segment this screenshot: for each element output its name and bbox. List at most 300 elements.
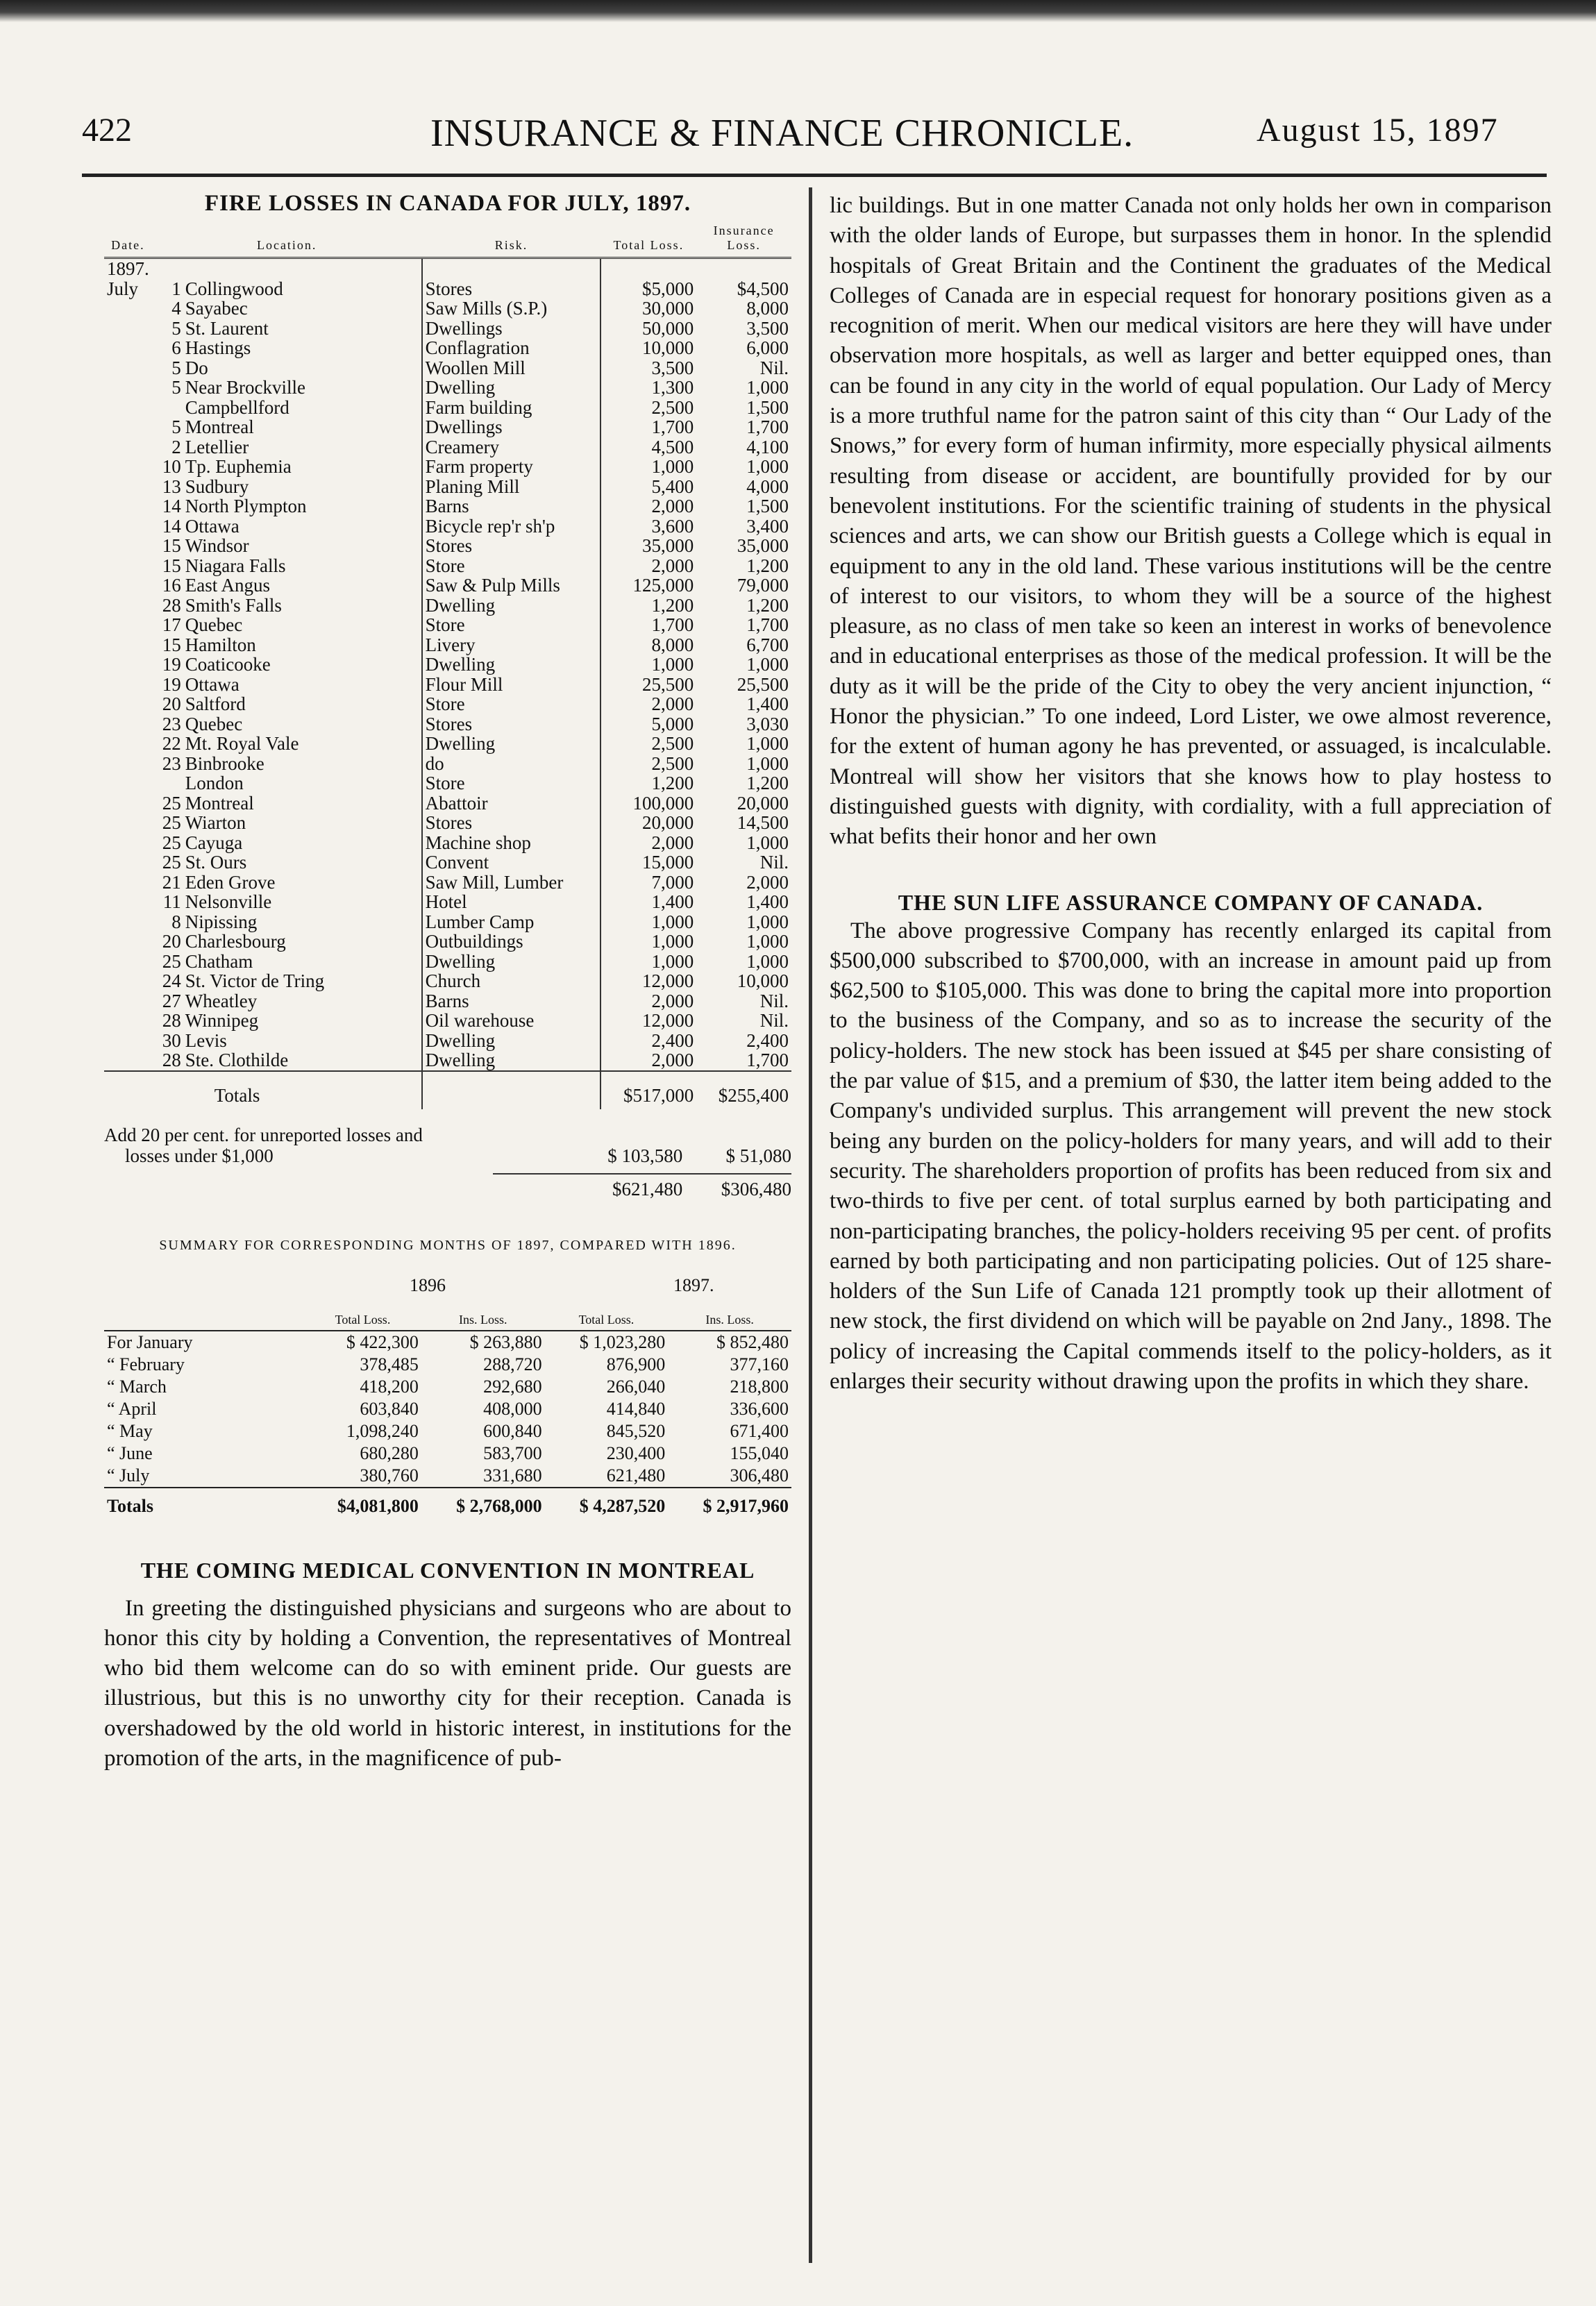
row-risk: Stores: [422, 279, 601, 299]
summary-cell-c: 230,400: [606, 1442, 666, 1463]
row-month: [104, 971, 152, 991]
row-location-text: Nipissing: [185, 911, 258, 932]
row-insurance-loss: 1,700: [746, 614, 789, 636]
fire-loss-row: [104, 279, 791, 299]
fire-loss-row: [104, 575, 791, 596]
row-total-loss: 25,500: [641, 673, 694, 695]
row-risk: Abattoir: [422, 793, 601, 814]
row-location-text: Wheatley: [185, 990, 258, 1011]
row-month: [104, 477, 152, 497]
fire-loss-row: [104, 457, 791, 477]
summary-row: [104, 1354, 791, 1376]
col-1897-total: Total Loss.: [545, 1310, 669, 1331]
row-month: [104, 932, 152, 952]
fire-losses-body: [104, 258, 791, 1071]
row-location-text: Chatham: [185, 950, 253, 972]
row-total-loss: 1,700: [651, 614, 694, 636]
row-location: [152, 714, 422, 734]
row-total-loss: 2,000: [651, 832, 694, 853]
row-day: 25: [162, 950, 181, 972]
row-day: 25: [162, 852, 181, 873]
row-location-text: Sudbury: [185, 475, 249, 497]
row-risk: Dwelling: [422, 1050, 601, 1071]
summary-cell-c: 876,900: [606, 1354, 666, 1374]
row-day: 15: [162, 555, 181, 576]
row-month: [104, 734, 152, 754]
row-day: 5: [171, 357, 181, 378]
fire-loss-row: [104, 536, 791, 556]
row-location: [152, 596, 422, 616]
row-location-text: Hamilton: [185, 634, 256, 655]
row-location-text: Levis: [185, 1029, 227, 1051]
row-insurance-loss: 2,000: [746, 871, 789, 893]
row-location-text: Charlesbourg: [185, 931, 286, 952]
column-divider: [809, 187, 812, 2263]
row-day: 5: [171, 377, 181, 398]
sun-life-text: The above progressive Company has recently enlarged its capital from $500,000 subscribed to $700,000, with an increase in amount paid up from $62,500 to $105,000. This was done to bring the capital more into proportion to the business of the Company, and so as to increase the security of the policy-holders. The new stock has been issued at $45 per share consisting of the par value of $15, and a premium of $30, the latter item being added to the Company's undivided surplus. This arrangement will prevent the new stock being any burden on the policy-holders for many years, and will add to their security. The shareholders proportion of profits has been reduced from six and two-thirds to five per cent. of total surplus earned by both participating and non-participating branches, the policy-holders receiving 95 per cent. of profits earned by both participating and non participating policies. Out of 125 share-holders of the Sun Life of Canada 121 promptly took up their allotment of new stock, the first dividend on which will be payable on 2nd Jany., 1898. The policy of increasing the Capital commends itself to the policy-holders, as it enlarges their security without drawing upon the profits in which they share.: [830, 918, 1552, 1394]
row-insurance-loss: 4,000: [746, 475, 789, 497]
row-total-loss: 2,000: [651, 1050, 694, 1071]
row-location: [152, 298, 422, 319]
row-total-loss: 2,000: [651, 555, 694, 576]
sun-life-heading: THE SUN LIFE ASSURANCE COMPANY OF CANADA.: [898, 889, 1484, 915]
summary-row: [104, 1465, 791, 1488]
add-values: [578, 1145, 791, 1166]
row-day: 20: [162, 693, 181, 715]
summary-body: [104, 1331, 791, 1488]
row-insurance-loss: 3,500: [746, 317, 789, 339]
row-location: [152, 655, 422, 675]
row-day: 5: [171, 416, 181, 438]
year-1896: 1896: [410, 1274, 446, 1295]
row-month: [104, 813, 152, 833]
row-location-text: Ste. Clothilde: [185, 1050, 289, 1071]
row-total-loss: 7,000: [651, 871, 694, 893]
row-location: [152, 873, 422, 893]
grand-total: $621,480: [612, 1178, 683, 1200]
fire-loss-row: [104, 991, 791, 1011]
row-insurance-loss: 1,000: [746, 832, 789, 853]
row-risk: Oil warehouse: [422, 1011, 601, 1031]
summary-cell-a: 380,760: [360, 1465, 419, 1486]
row-location: [152, 833, 422, 853]
row-month: [104, 398, 152, 418]
row-risk: Stores: [422, 714, 601, 734]
row-month: [104, 635, 152, 655]
row-insurance-loss: 1,000: [746, 733, 789, 755]
row-location: [152, 615, 422, 635]
row-location: [152, 971, 422, 991]
summary-years: [104, 1275, 791, 1300]
summary-row: [104, 1398, 791, 1420]
row-total-loss: 1,700: [651, 416, 694, 438]
year-row: [104, 258, 791, 279]
add-line-1: Add 20 per cent. for unreported losses and: [104, 1124, 423, 1145]
fire-loss-row: [104, 358, 791, 378]
row-location-text: Collingwood: [185, 278, 283, 299]
fire-loss-row: [104, 1050, 791, 1071]
row-location: [152, 279, 422, 299]
row-month: [104, 714, 152, 734]
fire-loss-row: [104, 912, 791, 932]
row-month: [104, 1031, 152, 1051]
row-day: 21: [162, 871, 181, 893]
row-month: [104, 516, 152, 537]
spacer: [104, 1071, 152, 1109]
add-line-2: losses under $1,000: [125, 1145, 274, 1166]
row-total-loss: 12,000: [641, 1010, 694, 1032]
row-location: [152, 496, 422, 516]
col-1897-ins: Ins. Loss.: [668, 1310, 791, 1331]
row-location-text: Quebec: [185, 713, 243, 734]
fire-loss-row: [104, 971, 791, 991]
row-month: [104, 437, 152, 457]
fire-loss-row: [104, 635, 791, 655]
fire-loss-row: [104, 298, 791, 319]
summary-cell-d: 306,480: [730, 1465, 789, 1486]
row-risk: Church: [422, 971, 601, 991]
add-line-2-row: [104, 1145, 791, 1166]
summary-cell-b: 408,000: [483, 1398, 542, 1419]
fire-loss-row: [104, 378, 791, 398]
medical-convention-text-cont: lic buildings. But in one matter Canada not only holds her own in comparison with the older lands of Europe, but surpasses them in honor. In the splendid hospitals of Great Britain and the Continent the graduates of the Medical Colleges of Canada are in especial request for honorary positions given as a recognition of merit. When our medical visitors are here they will have under observation more hospitals, as well as larger and better equipped ones, than can be found in any city in the world of equal population. Our Lady of Mercy is a more truthful name for the patron saint of this city than “ Our Lady of the Snows,” for every form of human infirmity, more especially physical ailments resulting from disease or accident, are bountifully provided for by our benevolent institutions. For the scientific training of students in the physical sciences and arts, we can show our British guests a College which is equal in equipment to any in the old land. These various institutions will be the centre of interest to our visitors, to whom they will be a source of the highest pleasure, as no class of men take so keen an interest in works of benevolence and in educational enterprises as those of the medical profession. It will be the duty as it will be the pride of the City to obey the very ancient injunction, “ Honor the physician.” To one indeed, Lord Lister, we owe almost reverence, for the extent of human agony he has prevented, or assuaged, is incalculable. Montreal will show her visitors that she knows how to play hostess to distinguished guests with dignity, with cordiality, with a full appreciation of what befits their honor and her own: [830, 193, 1552, 850]
row-day: 11: [162, 891, 181, 913]
row-month: [104, 556, 152, 576]
row-location: [152, 319, 422, 339]
row-location-text: Tp. Euphemia: [185, 456, 292, 478]
row-risk: Farm building: [422, 398, 601, 418]
summary-cell-month: For January: [107, 1331, 193, 1352]
spacer: [422, 1071, 601, 1109]
row-insurance-loss: 10,000: [737, 970, 789, 992]
row-total-loss: 5,000: [651, 713, 694, 734]
row-month: [104, 496, 152, 516]
row-location-text: Ottawa: [185, 515, 240, 537]
row-risk: Woollen Mill: [422, 358, 601, 378]
row-insurance-loss: 1,000: [746, 654, 789, 675]
row-day: 15: [162, 535, 181, 557]
row-insurance-loss: 1,000: [746, 950, 789, 972]
row-insurance-loss: 1,000: [746, 931, 789, 952]
row-day: 14: [162, 496, 181, 517]
row-risk: Machine shop: [422, 833, 601, 853]
summary-cell-d: 377,160: [730, 1354, 789, 1374]
row-location-text: Campbellford: [185, 396, 289, 418]
row-day: 30: [162, 1029, 181, 1051]
row-location: [152, 417, 422, 437]
row-insurance-loss: 1,000: [746, 456, 789, 478]
row-location-text: Coaticooke: [185, 654, 271, 675]
row-day: 25: [162, 812, 181, 834]
row-day: 14: [162, 515, 181, 537]
row-total-loss: 1,000: [651, 950, 694, 972]
row-risk: Farm property: [422, 457, 601, 477]
summary-total-d: $ 2,917,960: [668, 1488, 791, 1517]
row-day: 28: [162, 594, 181, 616]
row-insurance-loss: 1,200: [746, 555, 789, 576]
row-day: 6: [171, 337, 181, 359]
row-day: 27: [162, 990, 181, 1011]
row-location: [152, 477, 422, 497]
fire-loss-row: [104, 852, 791, 873]
row-month: [104, 319, 152, 339]
row-day: 16: [162, 575, 181, 596]
summary-cell-month: “ March: [107, 1376, 167, 1397]
unreported-losses-note: [104, 1125, 791, 1166]
row-month: [104, 852, 152, 873]
row-day: 13: [162, 475, 181, 497]
row-insurance-loss: Nil.: [759, 357, 789, 378]
row-location: [152, 892, 422, 912]
row-insurance-loss: 1,000: [746, 377, 789, 398]
summary-cell-a: $ 422,300: [346, 1331, 419, 1352]
summary-row: [104, 1331, 791, 1354]
col-risk: Risk.: [422, 222, 601, 258]
row-risk: Store: [422, 694, 601, 714]
row-risk: Dwelling: [422, 734, 601, 754]
row-total-loss: 2,500: [651, 733, 694, 755]
row-risk: Saw Mills (S.P.): [422, 298, 601, 319]
summary-cell-c: 266,040: [606, 1376, 666, 1397]
row-total-loss: 8,000: [651, 634, 694, 655]
fire-loss-row: [104, 615, 791, 635]
row-location-text: Eden Grove: [185, 871, 276, 893]
row-insurance-loss: 79,000: [737, 575, 789, 596]
row-location-text: Cayuga: [185, 832, 243, 853]
fire-loss-row: [104, 714, 791, 734]
row-risk: Hotel: [422, 892, 601, 912]
row-location: [152, 338, 422, 358]
row-insurance-loss: 3,030: [746, 713, 789, 734]
summary-cell-month: “ February: [107, 1354, 185, 1374]
summary-cell-month: “ June: [107, 1442, 153, 1463]
row-total-loss: 5,400: [651, 475, 694, 497]
row-month: [104, 596, 152, 616]
row-location-text: St. Ours: [185, 852, 247, 873]
row-risk: Planing Mill: [422, 477, 601, 497]
row-day: 5: [171, 317, 181, 339]
totals-label: Totals: [152, 1071, 422, 1109]
row-month: [104, 1011, 152, 1031]
row-insurance-loss: 20,000: [737, 792, 789, 814]
summary-cell-d: 336,600: [730, 1398, 789, 1419]
fire-loss-row: [104, 754, 791, 774]
row-month: [104, 754, 152, 774]
row-risk: Store: [422, 556, 601, 576]
row-location-text: London: [185, 773, 244, 794]
row-insurance-loss: 1,400: [746, 891, 789, 913]
row-month: [104, 773, 152, 793]
row-day: 22: [162, 733, 181, 755]
row-total-loss: 35,000: [641, 535, 694, 557]
row-risk: Outbuildings: [422, 932, 601, 952]
summary-cell-b: 583,700: [483, 1442, 542, 1463]
row-total-loss: 1,000: [651, 931, 694, 952]
totals-total-loss: $517,000: [600, 1071, 696, 1109]
row-month: [104, 358, 152, 378]
row-risk: Dwelling: [422, 655, 601, 675]
row-total-loss: 2,500: [651, 752, 694, 774]
summary-cell-b: 288,720: [483, 1354, 542, 1374]
row-location-text: North Plympton: [185, 496, 307, 517]
summary-heading: SUMMARY FOR CORRESPONDING MONTHS OF 1897, COMPARED WITH 1896.: [159, 1237, 737, 1253]
row-location-text: Saltford: [185, 693, 246, 715]
row-total-loss: 1,000: [651, 654, 694, 675]
summary-cell-d: 155,040: [730, 1442, 789, 1463]
spacer: [152, 258, 422, 279]
row-location: [152, 635, 422, 655]
grand-insurance: $306,480: [721, 1178, 791, 1200]
page-number: 422: [82, 112, 132, 149]
row-risk: Stores: [422, 536, 601, 556]
medical-convention-text-start: In greeting the distinguished physicians and surgeons who are about to honor this city by holding a Convention, the representatives of Montreal who bid them welcome can do so with eminent pride. Our guests are illustrious, but this is no unworthy city for their reception. Canada is overshadowed by the old world in historic interest, in institutions for the promotion of the arts, in the magnificence of pub-: [104, 1595, 791, 1771]
row-total-loss: 1,400: [651, 891, 694, 913]
row-total-loss: $5,000: [641, 278, 694, 299]
row-day: 2: [171, 436, 181, 457]
spacer: [104, 1310, 304, 1331]
fire-loss-row: [104, 675, 791, 695]
row-location: [152, 575, 422, 596]
fire-loss-row: [104, 319, 791, 339]
row-insurance-loss: 1,200: [746, 594, 789, 616]
issue-date: August 15, 1897: [1257, 112, 1499, 149]
col-1896-total: Total Loss.: [304, 1310, 421, 1331]
summary-table: [104, 1310, 791, 1517]
summary-cell-d: $ 852,480: [716, 1331, 789, 1352]
row-month: [104, 536, 152, 556]
row-month: [104, 1050, 152, 1071]
summary-row: [104, 1376, 791, 1398]
summary-cell-c: $ 1,023,280: [579, 1331, 666, 1352]
summary-cell-a: 603,840: [360, 1398, 419, 1419]
fire-loss-row: [104, 338, 791, 358]
fire-loss-row: [104, 556, 791, 576]
row-day: 20: [162, 931, 181, 952]
row-month: [104, 694, 152, 714]
row-insurance-loss: 6,000: [746, 337, 789, 359]
row-total-loss: 1,200: [651, 773, 694, 794]
left-column: [104, 191, 791, 1774]
spacer: [422, 258, 601, 279]
row-location: [152, 991, 422, 1011]
row-risk: Dwelling: [422, 952, 601, 972]
row-month: [104, 279, 152, 299]
summary-header-row: [104, 1310, 791, 1331]
row-insurance-loss: Nil.: [759, 852, 789, 873]
row-day: 25: [162, 792, 181, 814]
fire-loss-row: [104, 477, 791, 497]
row-day: 28: [162, 1010, 181, 1032]
summary-cell-b: $ 263,880: [469, 1331, 542, 1352]
row-total-loss: 2,400: [651, 1029, 694, 1051]
fire-loss-row: [104, 813, 791, 833]
row-day: 19: [162, 654, 181, 675]
row-insurance-loss: 3,400: [746, 515, 789, 537]
row-total-loss: 1,300: [651, 377, 694, 398]
row-location: [152, 734, 422, 754]
col-total-loss: Total Loss.: [600, 222, 696, 258]
row-location: [152, 852, 422, 873]
year-1897: 1897.: [673, 1274, 714, 1295]
row-location-text: Near Brockville: [185, 377, 305, 398]
row-location: [152, 457, 422, 477]
row-insurance-loss: 35,000: [737, 535, 789, 557]
row-month: [104, 338, 152, 358]
fire-loss-row: [104, 417, 791, 437]
summary-cell-c: 621,480: [606, 1465, 666, 1486]
row-location-text: Montreal: [185, 792, 254, 814]
header-rule: [82, 174, 1547, 177]
row-insurance-loss: Nil.: [759, 990, 789, 1011]
row-total-loss: 125,000: [632, 575, 694, 596]
totals-insurance-loss: $255,400: [696, 1071, 791, 1109]
row-risk: Store: [422, 615, 601, 635]
summary-cell-a: 1,098,240: [346, 1420, 419, 1441]
row-risk: Lumber Camp: [422, 912, 601, 932]
row-day: 8: [171, 911, 181, 932]
summary-cell-b: 331,680: [483, 1465, 542, 1486]
row-risk: Barns: [422, 496, 601, 516]
row-insurance-loss: 6,700: [746, 634, 789, 655]
summary-total-b: $ 2,768,000: [421, 1488, 545, 1517]
row-total-loss: 1,000: [651, 911, 694, 932]
summary-cell-a: 418,200: [360, 1376, 419, 1397]
right-column: [830, 191, 1552, 1397]
row-total-loss: 100,000: [632, 792, 694, 814]
row-risk: Saw Mill, Lumber: [422, 873, 601, 893]
summary-cell-month: “ July: [107, 1465, 150, 1486]
row-location: [152, 1011, 422, 1031]
row-location: [152, 773, 422, 793]
row-location-text: Montreal: [185, 416, 254, 438]
row-day: 23: [162, 713, 181, 734]
spacer: [600, 258, 696, 279]
row-risk: Barns: [422, 991, 601, 1011]
row-insurance-loss: $4,500: [737, 278, 789, 299]
fire-loss-row: [104, 932, 791, 952]
fire-losses-header-row: [104, 222, 791, 258]
row-insurance-loss: 2,400: [746, 1029, 789, 1051]
row-risk: Creamery: [422, 437, 601, 457]
row-location: [152, 1031, 422, 1051]
row-risk: Livery: [422, 635, 601, 655]
row-day: 23: [162, 752, 181, 774]
spacer: [696, 258, 791, 279]
row-insurance-loss: 25,500: [737, 673, 789, 695]
add-insurance: $ 51,080: [725, 1145, 791, 1166]
row-month: [104, 298, 152, 319]
summary-cell-d: 218,800: [730, 1376, 789, 1397]
month-label: July: [107, 278, 139, 299]
col-insurance-loss: Insurance Loss.: [696, 222, 791, 258]
row-total-loss: 2,000: [651, 496, 694, 517]
row-total-loss: 30,000: [641, 298, 694, 319]
row-risk: Convent: [422, 852, 601, 873]
row-location-text: Do: [185, 357, 208, 378]
row-month: [104, 833, 152, 853]
row-location-text: Quebec: [185, 614, 243, 636]
fire-loss-row: [104, 437, 791, 457]
summary-total-c: $ 4,287,520: [545, 1488, 669, 1517]
row-insurance-loss: Nil.: [759, 1010, 789, 1032]
row-risk: Store: [422, 773, 601, 793]
row-risk: Flour Mill: [422, 675, 601, 695]
fire-loss-row: [104, 1031, 791, 1051]
grand-totals: [493, 1173, 791, 1200]
row-month: [104, 655, 152, 675]
row-location-text: Ottawa: [185, 673, 240, 695]
fire-losses-heading: FIRE LOSSES IN CANADA FOR JULY, 1897.: [204, 191, 691, 216]
